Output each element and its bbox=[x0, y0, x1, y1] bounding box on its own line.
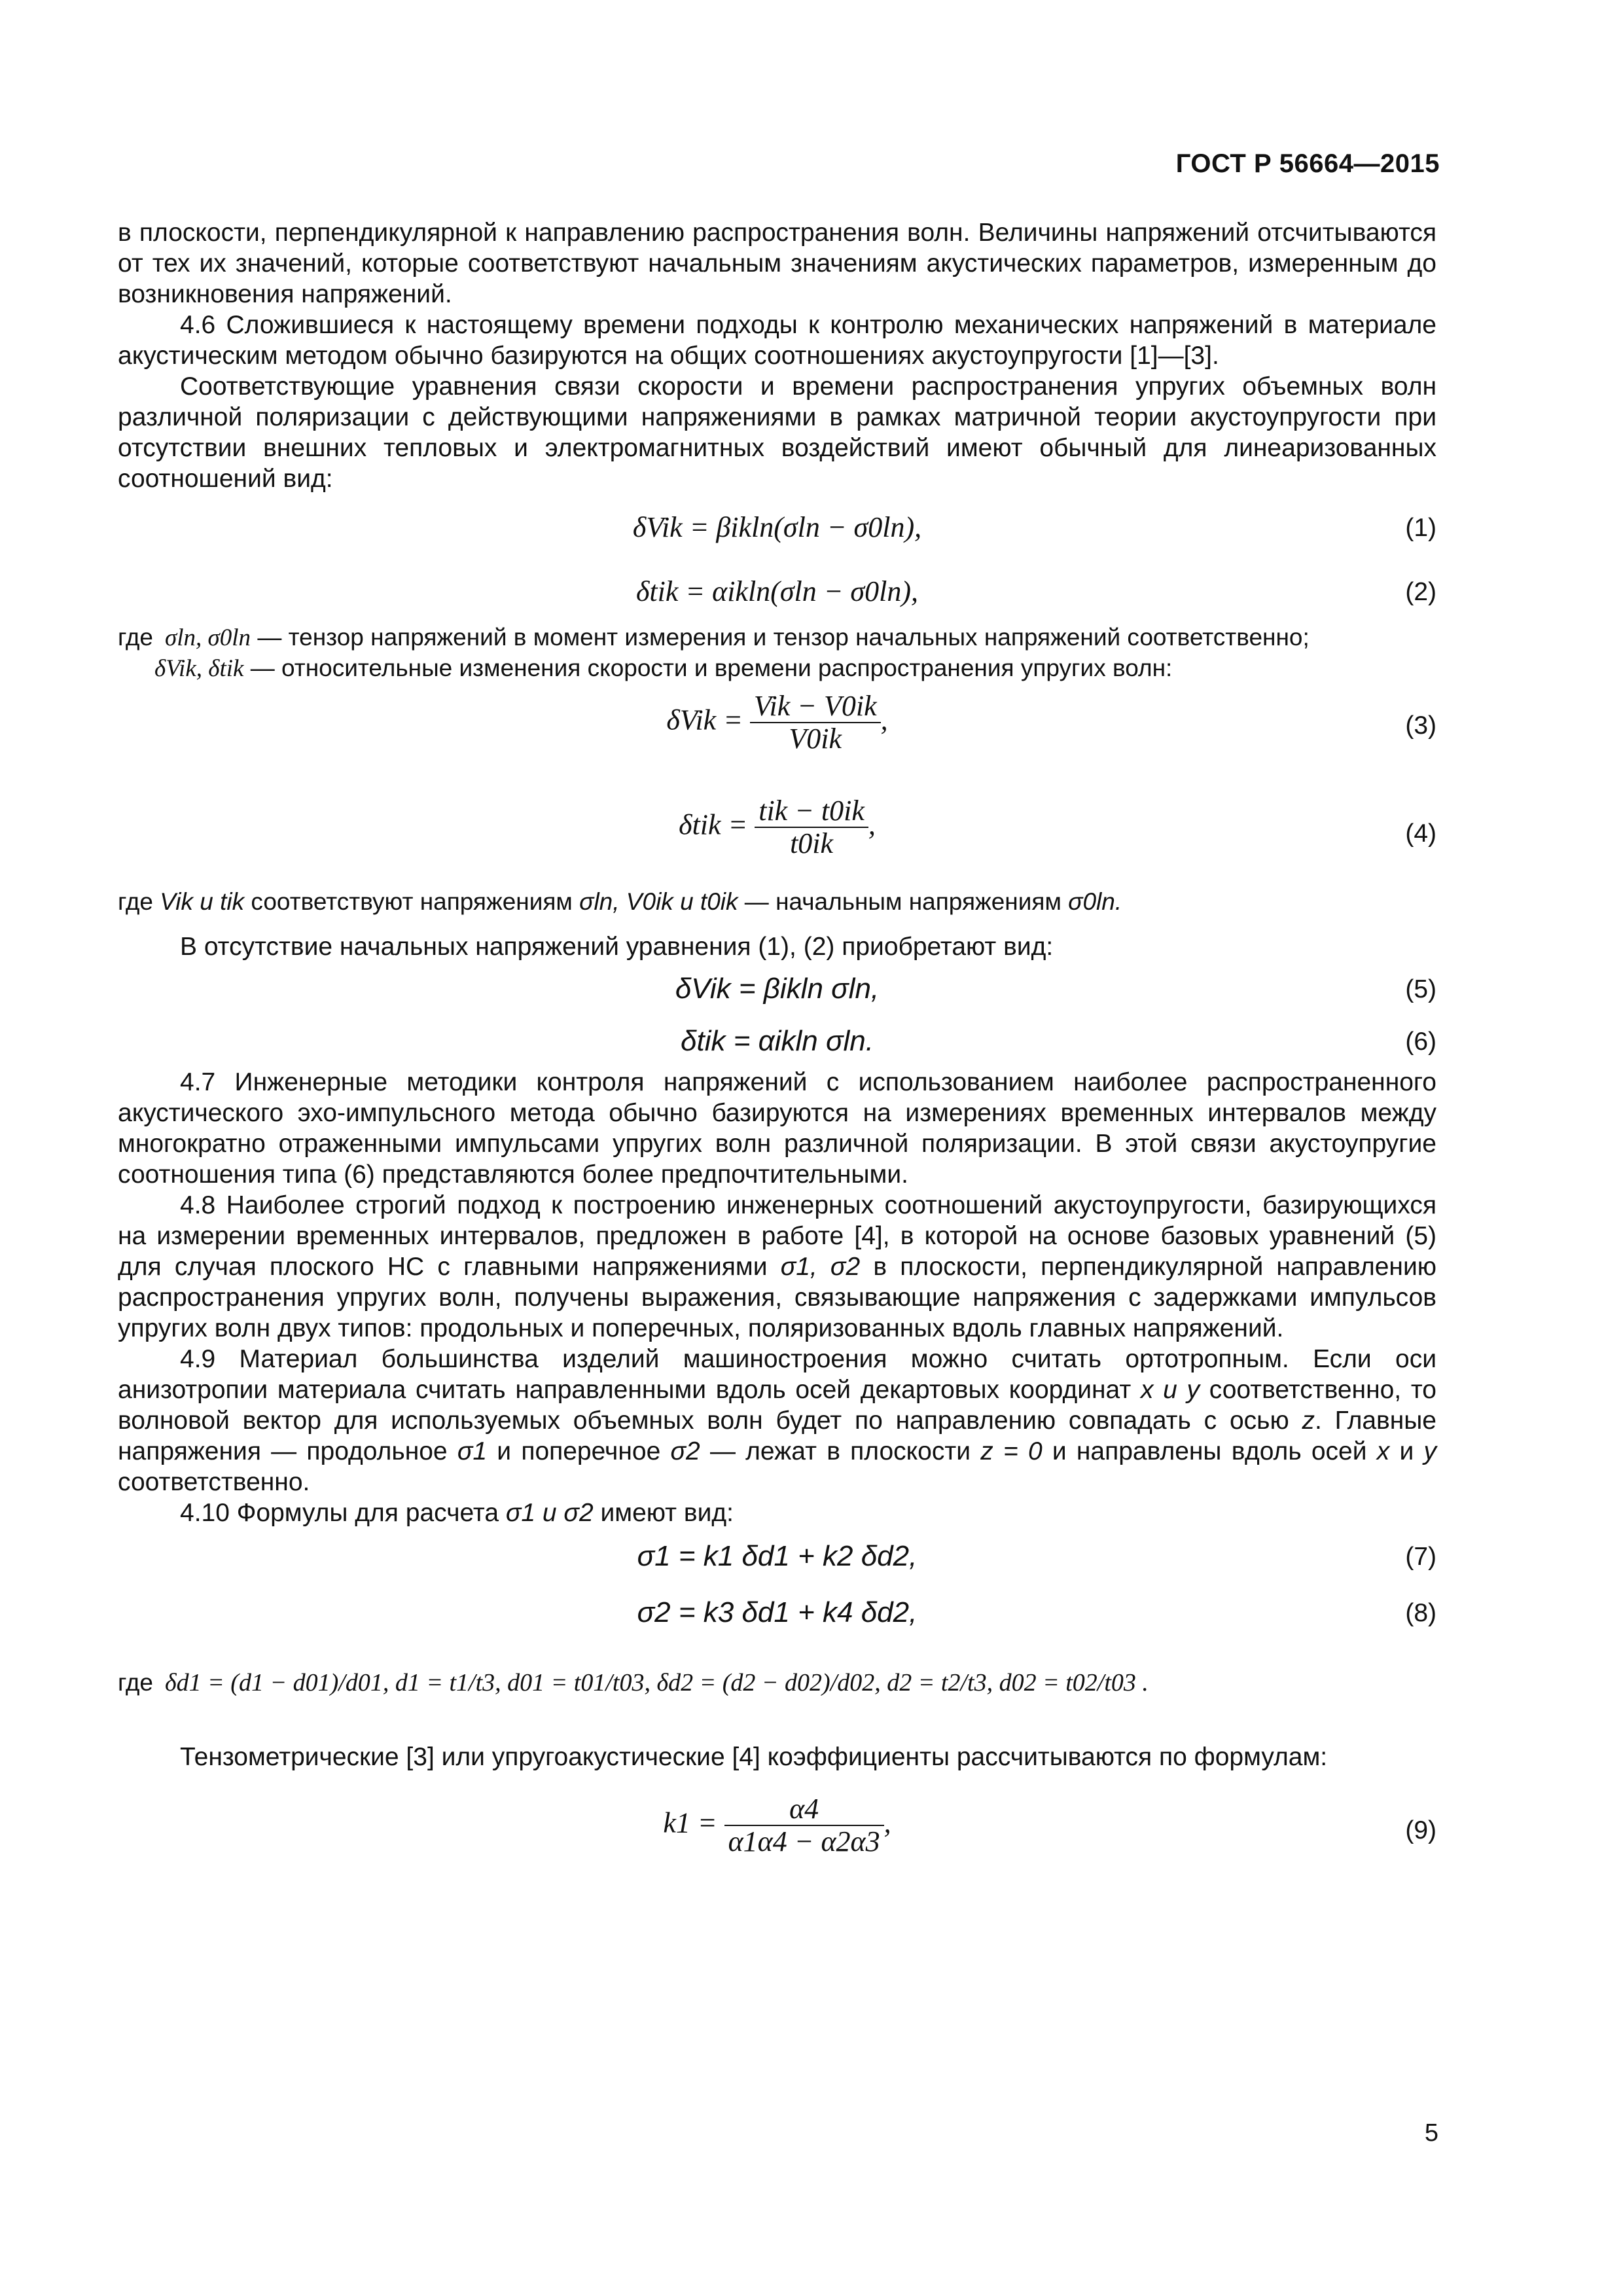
equation-number: (1) bbox=[1405, 514, 1436, 542]
equation-formula: δVik = $\frac{\text{Vik − V0ik}}{V0ik}$ , bbox=[666, 690, 888, 755]
equation-number: (7) bbox=[1405, 1543, 1436, 1571]
equation-8 bbox=[118, 1585, 1436, 1643]
equation-number: (6) bbox=[1405, 1028, 1436, 1056]
equation-formula: δtik = αikln σln. bbox=[681, 1025, 874, 1057]
equation-2 bbox=[118, 558, 1436, 622]
equation-formula: δVik = βikln σln, bbox=[675, 973, 880, 1005]
equation-number: (9) bbox=[1405, 1816, 1436, 1844]
equation-number: (5) bbox=[1405, 975, 1436, 1003]
equation-formula: k1 = $\frac{\alpha 4}{\alpha 1\alpha 4 - \alpha 2\alpha 3}$ , bbox=[663, 1793, 891, 1858]
paragraph: Тензометрические [3] или упругоакустические [4] коэффициенты рассчитываются по формулам: bbox=[180, 1743, 1328, 1771]
equation-9 bbox=[118, 1785, 1436, 1897]
equation-1 bbox=[118, 494, 1436, 558]
equation-number: (2) bbox=[1405, 578, 1436, 606]
document-header: ГОСТ Р 56664—2015 bbox=[1175, 149, 1440, 178]
equation-number: (3) bbox=[1405, 711, 1436, 740]
page-body bbox=[118, 217, 1436, 1897]
where-definition-1: где σln, σ0ln — тензор напряжений в момент измерения и тензор начальных напряжений соответственно; bbox=[118, 624, 1310, 651]
equation-number: (4) bbox=[1405, 819, 1436, 848]
paragraph-4-8: 4.8 Наиболее строгий подход к построению инженерных соотношений акустоупругости, базирующихся на измерении временных интервалов, предложен в работе [4], в которой на основе базовых уравнений (5) для случая плоского НС с главными напряжениями σ1, σ2 в плоскости, перпендикулярной направлению распространения упругих волн, получены выражения, связывающие напряжения с задержками импульсов упругих волн двух типов: продольных и поперечных, поляризованных вдоль главных напряжений. bbox=[118, 1191, 1436, 1342]
equation-5 bbox=[118, 962, 1436, 1014]
paragraph-4-10: 4.10 Формулы для расчета σ1 и σ2 имеют вид: bbox=[180, 1499, 734, 1527]
equation-formula: δtik = $\frac{\text{tik − t0ik}}{t0ik}$ , bbox=[679, 795, 876, 860]
page-number: 5 bbox=[1424, 2119, 1438, 2147]
equation-3 bbox=[118, 684, 1436, 782]
paragraph: в плоскости, перпендикулярной к направлению распространения волн. Величины напряжений отсчитываются от тех их значений, которые соответствуют начальным значениям акустических параметров, измеренным до возникновения напряжений. bbox=[118, 219, 1436, 308]
equation-4 bbox=[118, 782, 1436, 887]
paragraph: Соответствующие уравнения связи скорости и времени распространения упругих объемных волн различной поляризации с действующими напряжениями в рамках матричной теории акустоупругости при отсутствии внешних тепловых и электромагнитных воздействий имеют обычный для линеаризованных соотношений вид: bbox=[118, 372, 1436, 493]
equation-formula: δtik = αikln(σln − σ0ln), bbox=[635, 575, 919, 607]
equation-formula: σ2 = k3 δd1 + k4 δd2, bbox=[637, 1596, 918, 1628]
equation-formula: δVik = βikln(σln − σ0ln), bbox=[632, 511, 922, 543]
paragraph-4-7: 4.7 Инженерные методики контроля напряжений с использованием наиболее распространенного акустического эхо-импульсного метода обычно базируются на измерениях временных интервалов между многократно отраженными импульсами упругих волн различной поляризации. В этой связи акустоупругие соотношения типа (6) представляются более предпочтительными. bbox=[118, 1068, 1436, 1189]
equation-number: (8) bbox=[1405, 1599, 1436, 1627]
where-definition-2: δVik, δtik — относительные изменения скорости и времени распространения упругих волн: bbox=[154, 655, 1173, 682]
where-definitions-d: где δd1 = (d1 − d01)/d01, d1 = t1/t3, d01 = t01/t03, δd2 = (d2 − d02)/d02, d2 = t2/t3, d02 = t02/t03 . bbox=[118, 1669, 1149, 1696]
equation-6 bbox=[118, 1014, 1436, 1067]
paragraph-4-6: 4.6 Сложившиеся к настоящему времени подходы к контролю механических напряжений в материале акустическим методом обычно базируются на общих соотношениях акустоупругости [1]—[3]. bbox=[118, 311, 1436, 370]
equation-formula: σ1 = k1 δd1 + k2 δd2, bbox=[637, 1540, 918, 1572]
paragraph-4-9: 4.9 Материал большинства изделий машиностроения можно считать ортотропным. Если оси анизотропии материала считать направленными вдоль осей декартовых координат x и y соответственно, то волновой вектор для используемых объемных волн будет по направлению совпадать с осью z. Главные напряжения — продольное σ1 и поперечное σ2 — лежат в плоскости z = 0 и направлены вдоль осей x и y соответственно. bbox=[118, 1345, 1437, 1496]
where-definition-3: где Vik и tik соответствуют напряжениям σln, V0ik и t0ik — начальным напряжениям σ0ln. bbox=[118, 888, 1122, 915]
equation-7 bbox=[118, 1528, 1436, 1585]
paragraph: В отсутствие начальных напряжений уравнения (1), (2) приобретают вид: bbox=[180, 933, 1054, 961]
